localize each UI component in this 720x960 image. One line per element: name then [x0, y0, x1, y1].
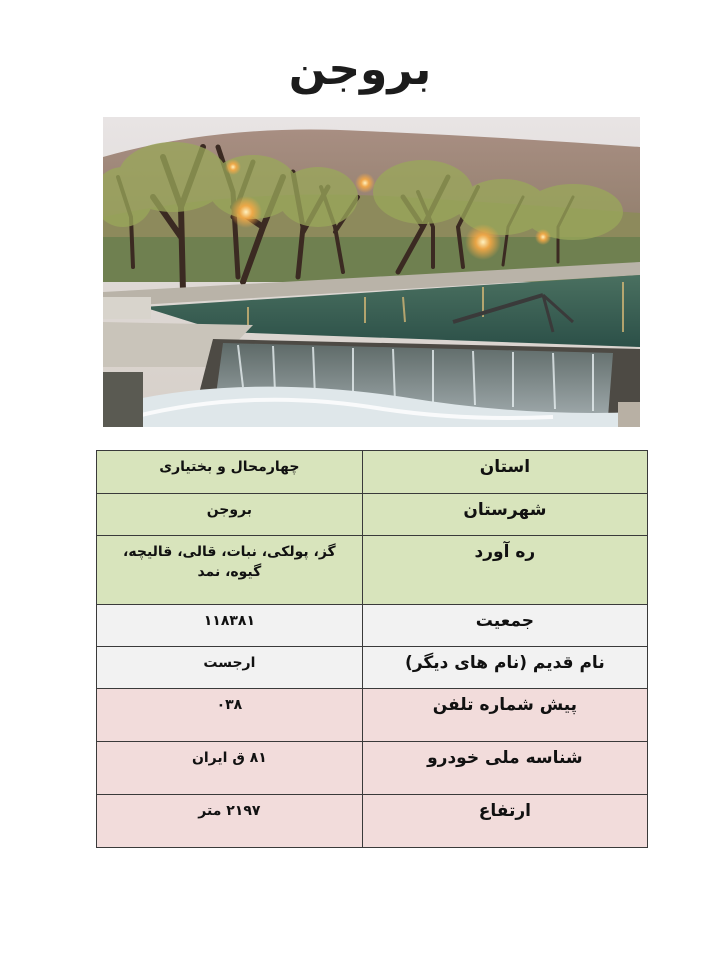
- row-label: جمعیت: [362, 605, 647, 647]
- row-label: شهرستان: [362, 494, 647, 536]
- row-label: پیش شماره تلفن: [362, 689, 647, 742]
- info-table: [96, 450, 648, 848]
- row-label: نام قدیم (نام های دیگر): [362, 647, 647, 689]
- row-value: چهارمحال و بختیاری: [97, 451, 363, 494]
- table-row: [97, 536, 648, 605]
- row-label: شناسه ملی خودرو: [362, 742, 647, 795]
- table-row: [97, 494, 648, 536]
- row-label: ره آورد: [362, 536, 647, 605]
- row-value: ۸۱ ق ایران: [97, 742, 363, 795]
- table-row: [97, 795, 648, 848]
- row-value: گز، پولکی، نبات، قالی، قالیچه، گیوه، نمد: [97, 536, 363, 605]
- park-fountain-photo: [103, 117, 640, 427]
- row-value: ارجست: [97, 647, 363, 689]
- table-row: [97, 689, 648, 742]
- row-value: ۱۱۸۳۸۱: [97, 605, 363, 647]
- table-row: [97, 451, 648, 494]
- row-label: ارتفاع: [362, 795, 647, 848]
- row-value: ۰۳۸: [97, 689, 363, 742]
- table-row: [97, 742, 648, 795]
- row-label: استان: [362, 451, 647, 494]
- row-value: ۲۱۹۷ متر: [97, 795, 363, 848]
- row-value: بروجن: [97, 494, 363, 536]
- page-title: بروجن: [288, 44, 432, 95]
- table-row: [97, 647, 648, 689]
- table-row: [97, 605, 648, 647]
